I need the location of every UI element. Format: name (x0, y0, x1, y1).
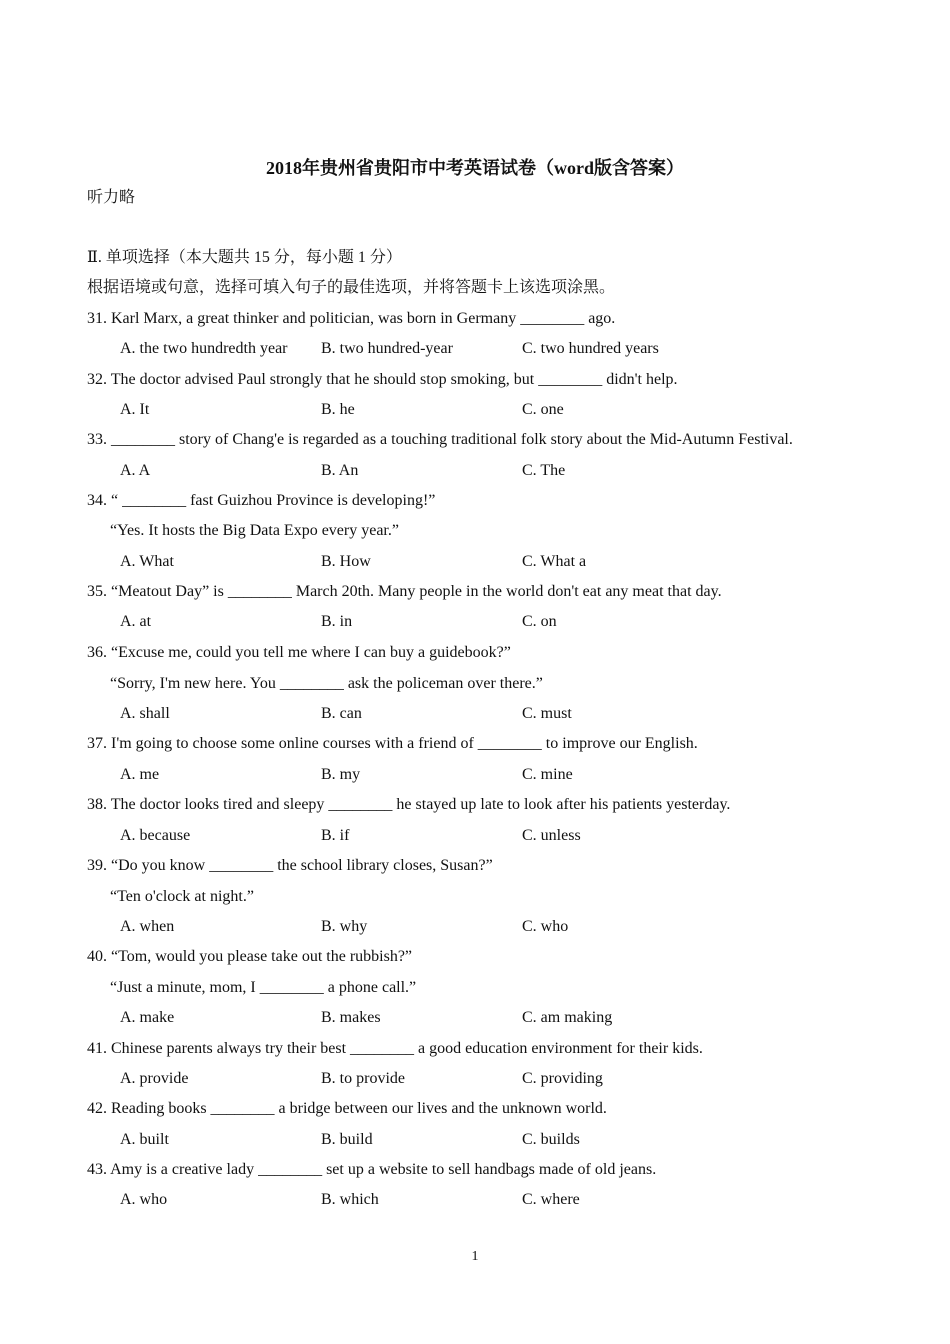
question-text: 34. “ ________ fast Guizhou Province is developing!” (87, 492, 436, 509)
page-number: 1 (471, 1249, 479, 1264)
page-title: 2018年贵州省贵阳市中考英语试卷（word版含答案） (266, 158, 684, 178)
option-a: A. A (120, 462, 151, 479)
option-c: C. providing (522, 1070, 603, 1087)
option-a: A. when (120, 918, 175, 935)
question-text: 32. The doctor advised Paul strongly that he should stop smoking, but ________ didn't help. (87, 371, 678, 388)
option-a: A. make (120, 1009, 175, 1026)
option-a: A. built (120, 1131, 169, 1148)
option-a: A. What (120, 553, 174, 570)
option-b: B. two hundred-year (321, 340, 453, 357)
option-a: A. because (120, 827, 191, 844)
option-c: C. am making (522, 1009, 613, 1026)
option-a: A. who (120, 1191, 168, 1208)
question-text: 43. Amy is a creative lady ________ set up a website to sell handbags made of old jeans. (87, 1161, 657, 1178)
option-c: C. The (522, 462, 566, 479)
option-b: B. if (321, 827, 350, 844)
option-c: C. who (522, 918, 569, 935)
option-a: A. the two hundredth year (120, 340, 288, 357)
option-b: B. to provide (321, 1070, 405, 1087)
option-c: C. two hundred years (522, 340, 659, 357)
question-text: 39. “Do you know ________ the school library closes, Susan?” (87, 857, 493, 874)
question-text: 42. Reading books ________ a bridge between our lives and the unknown world. (87, 1100, 607, 1117)
question-reply: “Ten o'clock at night.” (110, 888, 254, 905)
option-c: C. one (522, 401, 564, 418)
option-b: B. why (321, 918, 368, 935)
option-c: C. builds (522, 1131, 580, 1148)
option-b: B. An (321, 462, 359, 479)
option-b: B. my (321, 766, 361, 783)
section-instruction: 根据语境或句意，选择可填入句子的最佳选项，并将答题卡上该选项涂黑。 (87, 279, 616, 296)
option-c: C. must (522, 705, 572, 722)
question-reply: “Sorry, I'm new here. You ________ ask the policeman over there.” (110, 675, 543, 692)
option-b: B. makes (321, 1009, 381, 1026)
option-c: C. where (522, 1191, 580, 1208)
question-reply: “Yes. It hosts the Big Data Expo every year.” (110, 522, 399, 539)
option-b: B. which (321, 1191, 379, 1208)
option-a: A. It (120, 401, 150, 418)
question-text: 41. Chinese parents always try their best ________ a good education environment for their kids. (87, 1040, 703, 1057)
option-b: B. can (321, 705, 362, 722)
option-a: A. at (120, 613, 152, 630)
option-c: C. unless (522, 827, 581, 844)
question-text: 37. I'm going to choose some online courses with a friend of ________ to improve our English. (87, 735, 698, 752)
option-b: B. build (321, 1131, 373, 1148)
option-b: B. he (321, 401, 355, 418)
option-c: C. mine (522, 766, 573, 783)
option-a: A. me (120, 766, 160, 783)
option-b: B. How (321, 553, 371, 570)
question-text: 33. ________ story of Chang'e is regarded as a touching traditional folk story about the Mid-Autumn Festival. (87, 431, 793, 448)
option-c: C. What a (522, 553, 587, 570)
question-reply: “Just a minute, mom, I ________ a phone call.” (110, 979, 417, 996)
question-text: 35. “Meatout Day” is ________ March 20th. Many people in the world don't eat any meat that day. (87, 583, 722, 600)
question-text: 38. The doctor looks tired and sleepy ________ he stayed up late to look after his patients yesterday. (87, 796, 731, 813)
question-text: 36. “Excuse me, could you tell me where I can buy a guidebook?” (87, 644, 511, 661)
question-text: 31. Karl Marx, a great thinker and politician, was born in Germany ________ ago. (87, 310, 616, 327)
listening-note: 听力略 (87, 189, 136, 206)
option-c: C. on (522, 613, 557, 630)
section-heading: Ⅱ. 单项选择（本大题共 15 分，每小题 1 分） (87, 249, 402, 266)
option-a: A. provide (120, 1070, 189, 1087)
option-a: A. shall (120, 705, 170, 722)
question-text: 40. “Tom, would you please take out the rubbish?” (87, 948, 413, 965)
option-b: B. in (321, 613, 353, 630)
